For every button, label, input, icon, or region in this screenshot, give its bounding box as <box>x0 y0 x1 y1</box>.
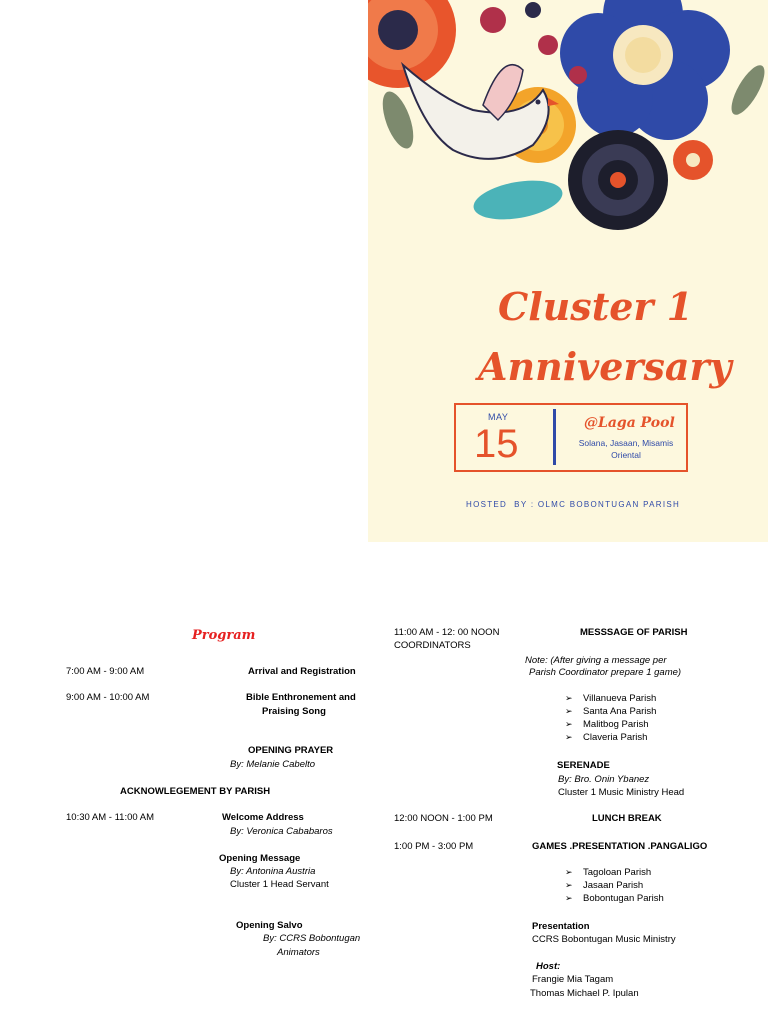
arrow-bullet-icon: ➢ <box>565 867 573 877</box>
note-line1: Note: (After giving a message per <box>525 655 667 666</box>
item-acknowledgement: ACKNOWLEGEMENT BY PARISH <box>120 786 271 797</box>
hosted-by: HOSTED BY : OLMC BOBONTUGAN PARISH <box>466 500 681 509</box>
program-heading: Program <box>192 628 256 643</box>
presentation-by: CCRS Bobontugan Music Ministry <box>532 934 676 945</box>
time-message-line2: COORDINATORS <box>394 640 471 651</box>
item-opening-message: Opening Message <box>219 853 301 864</box>
time-lunch: 12:00 NOON - 1:00 PM <box>394 813 493 824</box>
date-divider <box>553 409 556 465</box>
title-line-1: Cluster 1 <box>498 284 694 329</box>
list-item: ➢ Santa Ana Parish <box>565 706 657 717</box>
opening-message-role: Cluster 1 Head Servant <box>230 879 329 890</box>
arrow-bullet-icon: ➢ <box>565 719 573 729</box>
item-opening-salvo: Opening Salvo <box>236 920 303 931</box>
opening-salvo-by-line1: By: CCRS Bobontugan <box>263 933 361 944</box>
item-lunch: LUNCH BREAK <box>592 813 662 824</box>
item-presentation: Presentation <box>532 921 590 932</box>
item-bible-line1: Bible Enthronement and <box>246 692 356 703</box>
item-bible-line2: Praising Song <box>262 706 326 717</box>
time-message-line1: 11:00 AM - 12: 00 NOON <box>394 627 500 638</box>
arrow-bullet-icon: ➢ <box>565 880 573 890</box>
arrow-bullet-icon: ➢ <box>565 732 573 742</box>
time-arrival: 7:00 AM - 9:00 AM <box>66 666 145 677</box>
time-games: 1:00 PM - 3:00 PM <box>394 841 474 852</box>
list-item: ➢ Tagoloan Parish <box>565 867 652 878</box>
date-day: 15 <box>474 422 519 466</box>
serenade-by: By: Bro. Onin Ybanez <box>558 774 650 785</box>
time-bible: 9:00 AM - 10:00 AM <box>66 692 150 703</box>
floral-illustration <box>368 0 768 240</box>
venue-name: @Laga Pool <box>584 415 675 431</box>
list-item: ➢ Jasaan Parish <box>565 880 644 891</box>
opening-prayer-by: By: Melanie Cabelto <box>230 759 316 770</box>
time-welcome: 10:30 AM - 11:00 AM <box>66 812 155 823</box>
item-message-of-parish: MESSSAGE OF PARISH <box>580 627 688 638</box>
list-item: ➢ Bobontugan Parish <box>565 893 664 904</box>
arrow-bullet-icon: ➢ <box>565 693 573 703</box>
note-line2: Parish Coordinator prepare 1 game) <box>529 667 682 678</box>
list-item: ➢ Claveria Parish <box>565 732 648 743</box>
title-line-2: Anniversary <box>478 344 732 389</box>
parish-list-2 <box>565 866 664 905</box>
welcome-by: By: Veronica Cababaros <box>230 826 333 837</box>
date-venue-box <box>454 403 688 472</box>
host-label: Host: <box>536 961 561 972</box>
date-month: MAY <box>488 412 509 422</box>
arrow-bullet-icon: ➢ <box>565 893 573 903</box>
opening-message-by: By: Antonina Austria <box>230 866 316 877</box>
arrow-bullet-icon: ➢ <box>565 706 573 716</box>
parish-list-1 <box>565 692 656 744</box>
opening-salvo-by-line2: Animators <box>277 947 320 958</box>
item-serenade: SERENADE <box>557 760 610 771</box>
item-arrival: Arrival and Registration <box>248 666 356 677</box>
item-opening-prayer: OPENING PRAYER <box>248 745 334 756</box>
list-item: ➢ Malitbog Parish <box>565 719 649 730</box>
cover-panel <box>368 0 768 542</box>
item-welcome: Welcome Address <box>222 812 304 823</box>
venue-address: Solana, Jasaan, Misamis Oriental <box>578 438 674 460</box>
host-2: Thomas Michael P. Ipulan <box>530 988 639 999</box>
serenade-role: Cluster 1 Music Ministry Head <box>558 787 685 798</box>
host-1: Frangie Mia Tagam <box>532 974 614 985</box>
item-games: GAMES .PRESENTATION .PANGALIGO <box>532 841 708 852</box>
list-item: ➢ Villanueva Parish <box>565 693 657 704</box>
